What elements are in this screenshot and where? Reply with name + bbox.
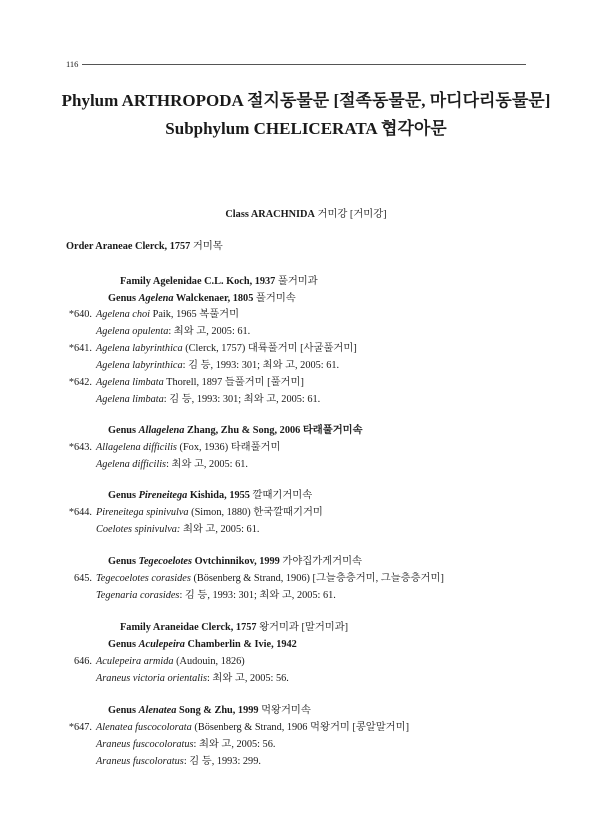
species-author: (Clerck, 1757) (185, 343, 246, 354)
species-number: *644. (68, 507, 92, 518)
synonym-entry (96, 523, 259, 536)
synonym-ref: : 김 등, 1993: 301; 최와 고, 2005: 61. (163, 394, 321, 405)
synonym-name: Agelena limbata (96, 394, 164, 405)
synonym-name: Tegenaria corasides (96, 590, 180, 601)
genus-name: Allagelena (138, 425, 185, 436)
synonym-entry (96, 359, 339, 372)
species-name: Tegecoelotes corasides (96, 573, 191, 584)
order-korean: 거미목 (192, 241, 223, 252)
synonym-entry (96, 325, 250, 338)
synonym-ref: 최와 고, 2005: 61. (180, 524, 260, 535)
species-name: Pireneitega spinivulva (96, 507, 189, 518)
family-latin: Family Araneidae Clerck, 1757 (120, 622, 257, 633)
genus-name: Aculepeira (138, 639, 185, 650)
synonym-name: Coelotes spinivulva: (96, 524, 181, 535)
synonym-name: Araneus victoria orientalis (96, 673, 207, 684)
genus-author: Walckenaer, 1805 (175, 293, 254, 304)
species-number: 645. (73, 573, 92, 584)
genus-name: Tegecoelotes (138, 556, 192, 567)
synonym-entry (96, 458, 248, 471)
genus-author: Kishida, 1955 (189, 490, 250, 501)
species-number: *641. (68, 343, 92, 354)
species-author: (Simon, 1880) (191, 507, 251, 518)
genus-author: Ovtchinnikov, 1999 (194, 556, 280, 567)
class-korean: 거미강 [거미강] (317, 209, 387, 220)
species-author: (Bösenberg & Strand, 1906) (193, 573, 310, 584)
phylum-korean: 절지동물문 [절족동물문, 마디다리동물문] (247, 91, 551, 110)
genus-name: Alenatea (138, 705, 177, 716)
species-author: (Fox, 1936) (179, 442, 229, 453)
synonym-ref: : 최와 고, 2005: 61. (166, 459, 248, 470)
species-name: Alenatea fuscocolorata (96, 722, 192, 733)
species-author: Thorell, 1897 (166, 377, 223, 388)
genus-prefix: Genus (108, 705, 137, 716)
synonym-entry (96, 755, 261, 768)
family-latin: Family Agelenidae C.L. Koch, 1937 (120, 276, 276, 287)
phylum-title (0, 90, 612, 112)
synonym-ref: : 김 등, 1993: 301; 최와 고, 2005: 61. (179, 590, 336, 601)
species-name: Agelena limbata (96, 377, 164, 388)
species-number: 646. (73, 656, 92, 667)
synonym-ref: : 김 등, 1993: 299. (183, 756, 261, 767)
subphylum-title (0, 118, 612, 140)
genus-korean: 가야집가게거미속 (282, 556, 362, 567)
species-korean: 들풀거미 [풀거미] (224, 377, 304, 388)
genus-heading (108, 704, 311, 717)
species-author: Paik, 1965 (152, 309, 197, 320)
synonym-entry (96, 589, 336, 602)
species-korean: 대륙풀거미 [사굴풀거미] (247, 343, 357, 354)
genus-korean: 깔때기거미속 (252, 490, 313, 501)
species-author: (Bösenberg & Strand, 1906 (194, 722, 308, 733)
species-name: Agelena labyrinthica (96, 343, 183, 354)
family-korean: 풀거미과 (277, 276, 318, 287)
genus-author: Song & Zhu, 1999 (178, 705, 259, 716)
species-korean: 복풀거미 (199, 309, 240, 320)
species-number: *642. (68, 377, 92, 388)
class-heading (0, 208, 612, 221)
species-name: Agelena choi (96, 309, 151, 320)
genus-prefix: Genus (108, 293, 137, 304)
genus-prefix: Genus (108, 490, 137, 501)
synonym-name: Agelena labyrinthica (96, 360, 183, 371)
synonym-name: Agelena difficilis (96, 459, 167, 470)
subphylum-korean: 협각아문 (381, 119, 447, 138)
genus-heading (108, 424, 363, 437)
species-korean: 타래풀거미 (230, 442, 281, 453)
subphylum-latin: Subphylum CHELICERATA (165, 119, 377, 138)
genus-name: Pireneitega (138, 490, 188, 501)
header-rule (82, 64, 526, 65)
genus-prefix: Genus (108, 556, 137, 567)
synonym-ref: : 최와 고, 2005: 56. (193, 739, 276, 750)
synonym-entry (96, 738, 275, 751)
synonym-name: Araneus fuscoloratus (96, 756, 184, 767)
genus-korean: 타래풀거미속 (302, 425, 363, 436)
genus-korean: 먹왕거미속 (261, 705, 311, 716)
species-number: *643. (68, 442, 92, 453)
order-latin: Order Araneae Clerck, 1757 (66, 241, 191, 252)
synonym-entry (96, 672, 289, 685)
genus-author: Zhang, Zhu & Song, 2006 (186, 425, 301, 436)
family-heading (120, 621, 348, 634)
page-number: 116 (66, 59, 79, 69)
genus-heading (108, 292, 296, 305)
genus-prefix: Genus (108, 639, 137, 650)
synonym-ref: : 김 등, 1993: 301; 최와 고, 2005: 61. (182, 360, 340, 371)
synonym-ref: : 최와 고, 2005: 56. (206, 673, 289, 684)
phylum-latin: Phylum ARTHROPODA (61, 91, 243, 110)
species-name: Aculepeira armida (96, 656, 174, 667)
genus-heading (108, 489, 312, 502)
genus-author: Chamberlin & Ivie, 1942 (187, 639, 297, 650)
synonym-entry (96, 393, 320, 406)
order-heading (66, 240, 223, 253)
page-header (66, 58, 526, 72)
genus-name: Agelena (138, 293, 174, 304)
genus-heading (108, 555, 362, 568)
synonym-name: Araneus fuscocoloratus (96, 739, 194, 750)
species-korean: 한국깔때기거미 (253, 507, 323, 518)
genus-heading (108, 638, 297, 651)
species-korean: 먹왕거미 [콩알말거미] (310, 722, 409, 733)
species-number: *647. (68, 722, 92, 733)
species-korean: [그늘층층거미, 그늘층층거미] (312, 573, 444, 584)
family-korean: 왕거미과 [말거미과] (259, 622, 349, 633)
genus-korean: 풀거미속 (255, 293, 296, 304)
synonym-name: Agelena opulenta (96, 326, 169, 337)
species-name: Allagelena difficilis (96, 442, 177, 453)
synonym-ref: : 최와 고, 2005: 61. (168, 326, 251, 337)
family-heading (120, 275, 318, 288)
class-latin: Class ARACHNIDA (225, 209, 315, 220)
species-number: *640. (68, 309, 92, 320)
species-author: (Audouin, 1826) (176, 656, 245, 667)
genus-prefix: Genus (108, 425, 137, 436)
